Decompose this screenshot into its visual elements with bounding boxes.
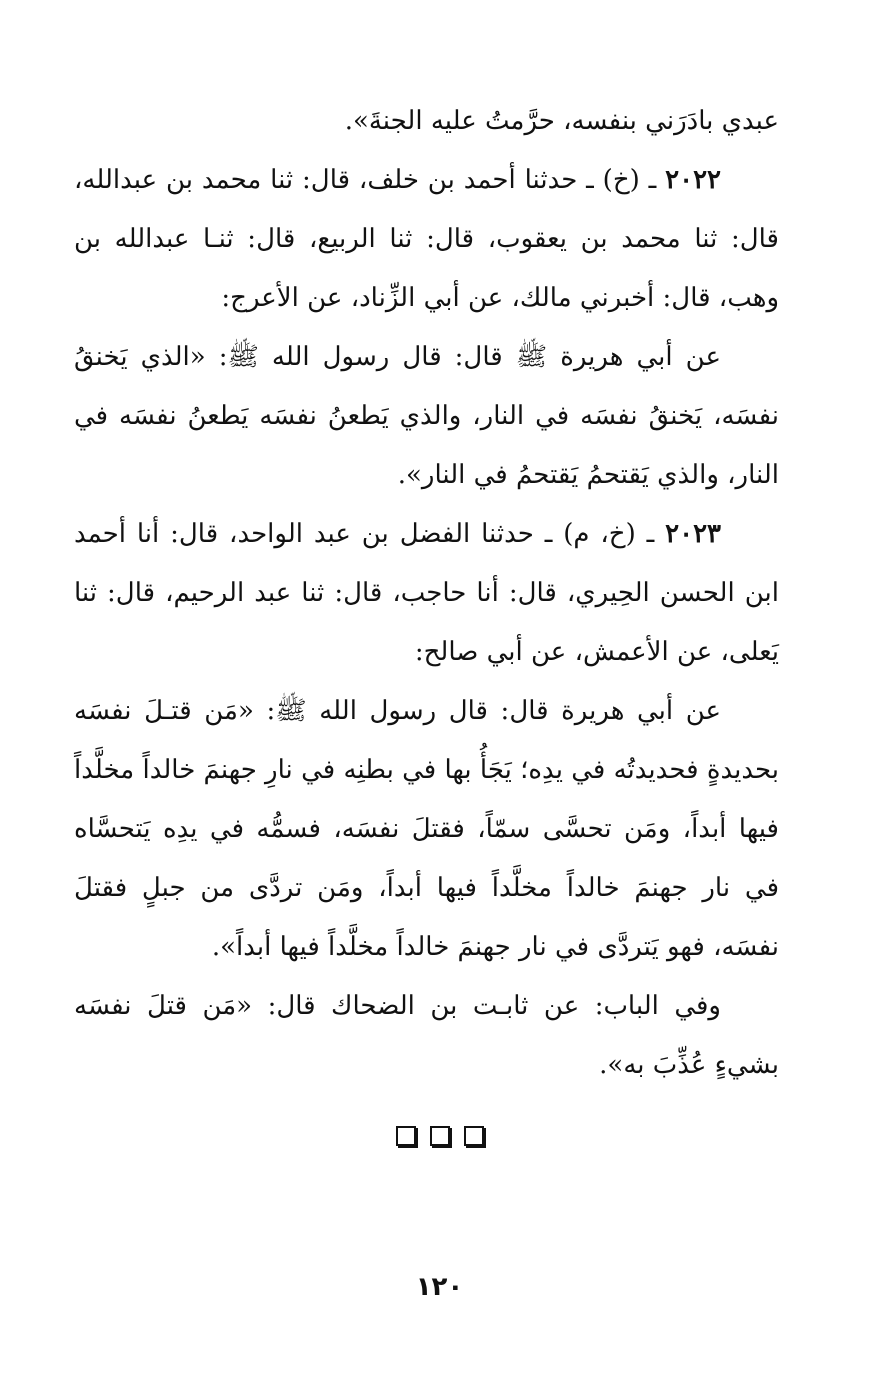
page-body — [74, 92, 779, 1095]
paragraph-text: ـ (خ) ـ حدثنا أحمد بن خلف، قال: ثنا محمد بن عبدالله، قال: ثنا محمد بن يعقوب، قال: ثنا الربيع، قال: ثنـا عبدالله بن وهب، قال: أخبرني مالك، عن أبي الزِّناد، عن الأعرج: — [74, 165, 779, 313]
page-number: ١٢٠ — [415, 1272, 464, 1302]
paragraph-text: عن أبي هريرة ﷺ قال: قال رسول الله ﷺ: «الذي يَخنقُ نفسَه، يَخنقُ نفسَه في النار، والذي يَطعنُ نفسَه يَطعنُ نفسَه في النار، والذي يَقتحمُ يَقتحمُ في النار». — [74, 342, 780, 490]
paragraph-text: عن أبي هريرة قال: قال رسول الله ﷺ: «مَن قتـلَ نفسَه بحديدةٍ فحديدتُه في يدِه؛ يَجَأُ بها في بطنِه في نارِ جهنمَ خالداً مخلَّداً فيها أبداً، ومَن تحسَّى سمّاً، فقتلَ نفسَه، فسمُّه في يدِه يَتحسَّاه في نار جهنمَ خالداً مخلَّداً فيها أبداً، ومَن تردَّى من جبلٍ فقتلَ نفسَه، فهو يَتردَّى في نار جهنمَ خالداً مخلَّداً فيها أبداً». — [74, 696, 779, 962]
hadith-2022-text — [74, 328, 779, 505]
hadith-2023-chain — [74, 505, 779, 682]
section-divider-ornament — [0, 1126, 879, 1146]
square-ornament-icon — [464, 1126, 484, 1146]
hadith-2023-text — [74, 682, 779, 977]
square-ornament-icon — [430, 1126, 450, 1146]
paragraph-text: وفي الباب: عن ثابـت بن الضحاك قال: «مَن قتلَ نفسَه بشيءٍ عُذِّبَ به». — [74, 991, 779, 1080]
paragraph-text: عبدي بادَرَني بنفسه، حرَّمتُ عليه الجنةَ». — [344, 106, 779, 136]
hadith-2022-chain — [74, 151, 779, 328]
chapter-note — [74, 977, 779, 1095]
paragraph-text: ـ (خ، م) ـ حدثنا الفضل بن عبد الواحد، قال: أنا أحمد ابن الحسن الحِيري، قال: أنا حاجب، قال: ثنا عبد الرحيم، قال: ثنا يَعلى، عن الأعمش، عن أبي صالح: — [74, 519, 779, 667]
hadith-number: ٢٠٢٢ — [665, 165, 721, 195]
hadith-number: ٢٠٢٣ — [665, 519, 721, 549]
paragraph-continuation — [74, 92, 779, 151]
square-ornament-icon — [396, 1126, 416, 1146]
